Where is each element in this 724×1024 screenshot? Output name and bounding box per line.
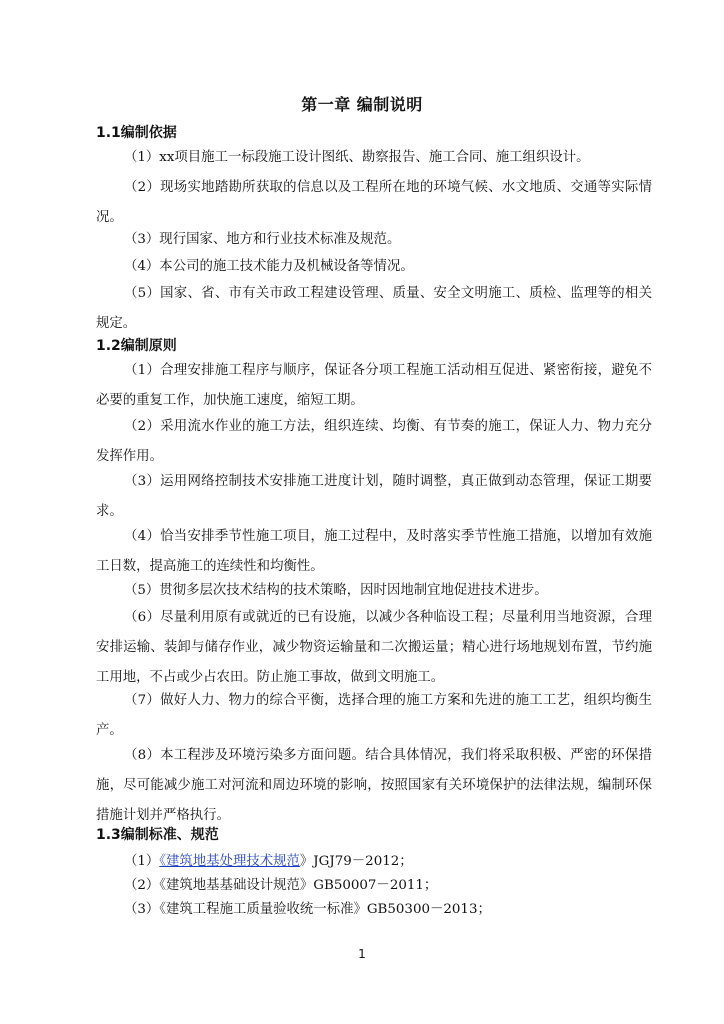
standard-ref-1 bbox=[124, 852, 413, 872]
basis-item-1: （1）xx项目施工一标段施工设计图纸、勘察报告、施工合同、施工组织设计。 bbox=[124, 150, 590, 165]
standard-ref-prefix: （3） bbox=[124, 902, 160, 917]
principle-item-7: （7）做好人力、物力的综合平衡，选择合理的施工方案和先进的施工工艺，组织均衡生产。 bbox=[96, 693, 652, 738]
principle-item-6: （6）尽量利用原有或就近的已有设施，以减少各种临设工程；尽量利用当地资源，合理安排运输、装卸与储存作业，减少物资运输量和二次搬运量；精心进行场地规划布置，节约施工用地，不占或少占农田。防止施工事故，做到文明施工。 bbox=[96, 610, 652, 685]
principle-item-2: （2）采用流水作业的施工方法，组织连续、均衡、有节奏的施工，保证人力、物力充分发挥作用。 bbox=[96, 419, 652, 464]
section-heading-1-1: 1.1编制依据 bbox=[96, 125, 177, 141]
section-heading-1-3: 1.3编制标准、规范 bbox=[96, 827, 219, 843]
principle-item-8: （8）本工程涉及环境污染多方面问题。结合具体情况，我们将采取积极、严密的环保措施，尽可能减少施工对河流和周边环境的影响，按照国家有关环境保护的法律法规，编制环保措施计划并严格执行。 bbox=[96, 748, 652, 823]
basis-item-3: （3）现行国家、地方和行业技术标准及规范。 bbox=[124, 232, 401, 247]
standard-ref-prefix: （1） bbox=[124, 854, 160, 869]
standard-ref-3 bbox=[124, 900, 491, 920]
section-heading-1-2: 1.2编制原则 bbox=[96, 338, 177, 354]
standard-ref-text: 《建筑工程施工质量验收统一标准》GB50300－2013； bbox=[159, 902, 491, 917]
basis-item-5: （5）国家、省、市有关市政工程建设管理、质量、安全文明施工、质检、监理等的相关规定。 bbox=[96, 286, 652, 331]
standard-ref-text: 《建筑地基基础设计规范》GB50007－2011； bbox=[159, 878, 438, 893]
principle-item-1: （1）合理安排施工程序与顺序，保证各分项工程施工活动相互促进、紧密衔接，避免不必要的重复工作，加快施工速度，缩短工期。 bbox=[96, 363, 652, 408]
page-number: 1 bbox=[358, 947, 366, 961]
page-title: 第一章 编制说明 bbox=[301, 95, 423, 114]
principle-item-5: （5）贯彻多层次技术结构的技术策略，因时因地制宜地促进技术进步。 bbox=[124, 583, 548, 598]
principle-item-4: （4）恰当安排季节性施工项目，施工过程中，及时落实季节性施工措施，以增加有效施工日数，提高施工的连续性和均衡性。 bbox=[96, 529, 652, 574]
basis-item-2: （2）现场实地踏勘所获取的信息以及工程所在地的环境气候、水文地质、交通等实际情况。 bbox=[96, 180, 652, 225]
standard-ref-2 bbox=[124, 876, 437, 896]
standard-ref-suffix: 》JGJ79－2012； bbox=[299, 854, 413, 869]
standard-ref-prefix: （2） bbox=[124, 878, 160, 893]
standard-ref-link[interactable]: 《建筑地基处理技术规范 bbox=[159, 854, 300, 869]
basis-item-4: （4）本公司的施工技术能力及机械设备等情况。 bbox=[124, 259, 414, 274]
principle-item-3: （3）运用网络控制技术安排施工进度计划，随时调整，真正做到动态管理，保证工期要求。 bbox=[96, 474, 652, 519]
